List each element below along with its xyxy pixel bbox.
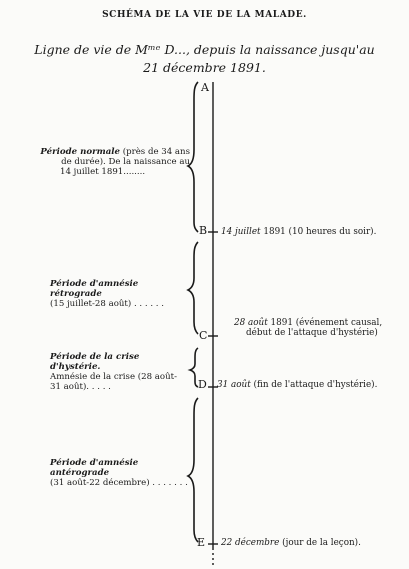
event-c [234, 318, 406, 338]
period-retrograde [20, 279, 190, 309]
event-e-date: 22 décembre [221, 538, 280, 548]
period-hysteria [20, 352, 190, 392]
period-normal-line1: (près de 34 ans [122, 147, 190, 157]
period-normal-line3: 14 juillet 1891........ [60, 167, 146, 177]
period-hysteria-name: Période de la crise d'hystérie. [50, 352, 140, 372]
event-c-date: 28 août [234, 318, 268, 328]
event-b-date: 14 juillet [221, 227, 261, 237]
event-e [221, 538, 406, 548]
period-hysteria-line3: 31 août). . . . . [50, 382, 111, 392]
event-c-text2: début de l'attaque d'hystérie) [246, 328, 378, 338]
point-c-label: C [199, 329, 208, 342]
point-a-label: A [201, 81, 209, 94]
diagram-subtitle-line2: 21 décembre 1891. [143, 60, 266, 75]
period-normal [20, 147, 190, 177]
period-anterograde-name: Période d'amnésie antérograde [50, 458, 139, 478]
event-d-text: (fin de l'attaque d'hystérie). [253, 380, 378, 390]
diagram-subtitle-line1: Ligne de vie de Mᵐᵉ D..., depuis la naissance jusqu'au [34, 42, 375, 57]
diagram-header: SCHÉMA DE LA VIE DE LA MALADE. [102, 10, 307, 20]
event-c-text: 1891 (événement causal, [270, 318, 383, 328]
point-e-label: E [197, 536, 206, 549]
period-normal-name: Période normale [40, 147, 121, 157]
period-retrograde-line2: (15 juillet-28 août) . . . . . . [50, 299, 164, 309]
period-hysteria-line2: Amnésie de la crise (28 août- [50, 372, 177, 382]
period-retrograde-name: Période d'amnésie rétrograde [50, 279, 139, 299]
event-d [217, 380, 405, 390]
event-e-text: (jour de la leçon). [282, 538, 361, 548]
period-anterograde [20, 458, 190, 488]
event-d-date: 31 août [217, 380, 251, 390]
brace-hysteria-period [190, 348, 198, 387]
point-d-label: D [198, 378, 207, 391]
point-b-label: B [199, 224, 208, 237]
period-normal-line2: de durée). De la naissance au [61, 157, 190, 167]
event-b-text: 1891 (10 heures du soir). [263, 227, 377, 237]
period-anterograde-line2: (31 août-22 décembre) . . . . . . . [50, 478, 188, 488]
event-b [221, 227, 406, 237]
